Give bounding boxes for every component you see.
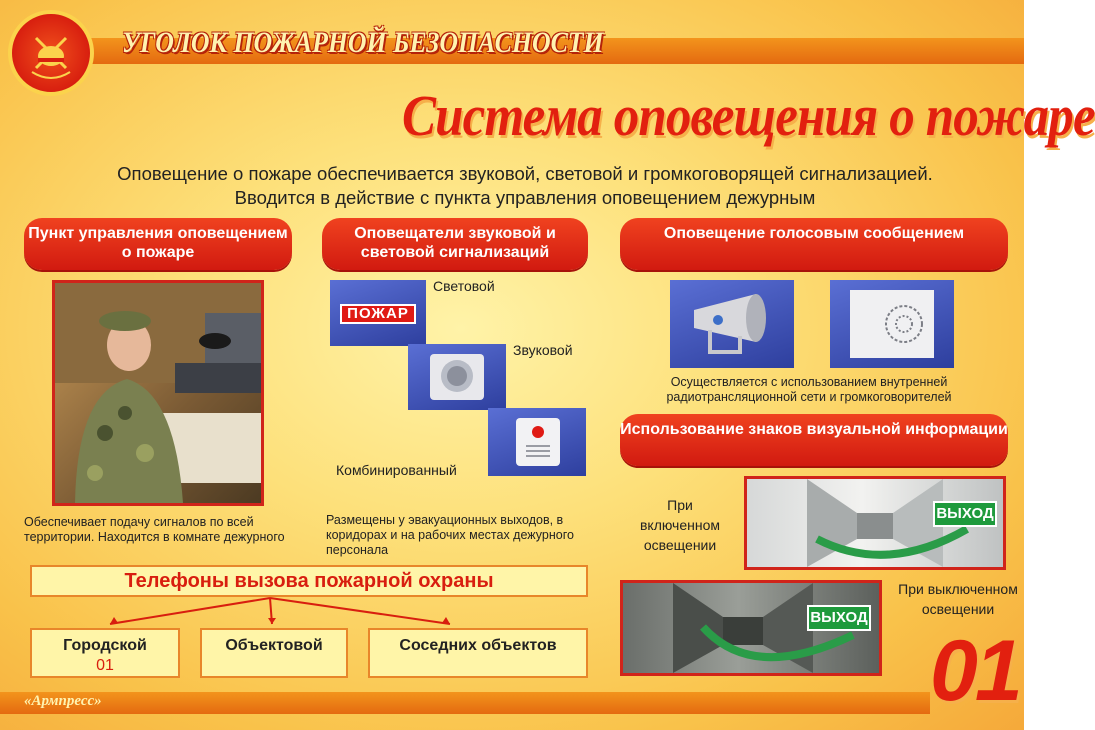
fire-service-emblem <box>8 10 94 96</box>
section-caption-control-point: Обеспечивает подачу сигналов по всей территории. Находится в комнате дежурного <box>24 515 285 544</box>
page-number: 01 <box>930 623 1020 719</box>
label-unlit: При выключенном освещении <box>898 581 1018 617</box>
horn-speaker-icon <box>670 280 794 368</box>
combined-alarm-icon <box>488 408 586 476</box>
publisher-brand: «Армпресс» <box>24 693 102 709</box>
phone-number-city: 01 <box>96 657 114 674</box>
wall-speaker-tile <box>830 280 954 368</box>
phones-title: Телефоны вызова пожарной охраны <box>30 565 588 597</box>
series-title: УГОЛОК ПОЖАРНОЙ БЕЗОПАСНОСТИ <box>122 26 604 59</box>
sound-alarm-tile <box>408 344 506 410</box>
section-heading-control-point: Пункт управления оповещением о пожаре <box>24 218 292 270</box>
wall-speaker-icon <box>830 280 954 368</box>
phone-box-facility <box>200 628 348 678</box>
section-caption-alarms: Размещены у эвакуационных выходов, в коридорах и на рабочих местах дежурного персонала <box>326 513 574 557</box>
bottom-banner <box>0 692 930 714</box>
phone-box-city <box>30 628 180 678</box>
section-heading-voice: Оповещение голосовым сообщением <box>620 218 1008 270</box>
phones-arrows <box>30 596 590 630</box>
dark-corridor-photo <box>620 580 882 676</box>
lit-corridor-photo <box>744 476 1006 570</box>
intro-text: Оповещение о пожаре обеспечивается звуковой, световой и громкоговорящей сигнализацией. Вводится в действие с пункта управления оповещением дежурным <box>117 163 933 208</box>
phone-label-facility: Объектовой <box>225 637 323 654</box>
alarm-label-light: Световой <box>433 278 495 294</box>
siren-icon <box>408 344 506 410</box>
label-lit: При включенном освещении <box>639 497 721 553</box>
exit-sign-unlit: ВЫХОД <box>807 605 871 631</box>
phone-box-neighbors <box>368 628 588 678</box>
fire-light-sign: ПОЖАР <box>340 304 416 324</box>
exit-sign-lit: ВЫХОД <box>933 501 997 527</box>
combined-alarm-tile <box>488 408 586 476</box>
phone-label-city: Городской <box>63 637 147 654</box>
section-caption-voice: Осуществляется с использованием внутренней радиотрансляционной сети и громкоговорителей <box>666 375 952 404</box>
helmet-axes-icon <box>26 28 76 78</box>
alarm-label-combined: Комбинированный <box>336 462 457 478</box>
alarm-label-sound: Звуковой <box>513 342 573 358</box>
light-alarm-tile <box>330 280 426 346</box>
duty-officer-photo <box>52 280 264 506</box>
loudspeaker-tile <box>670 280 794 368</box>
poster-title: Система оповещения о пожаре <box>402 83 1095 148</box>
section-heading-visual: Использование знаков визуальной информации <box>620 414 1008 466</box>
phone-label-neighbors: Соседних объектов <box>399 637 557 654</box>
section-heading-alarms: Оповещатели звуковой и световой сигнализаций <box>322 218 588 270</box>
duty-officer-illustration <box>55 283 261 503</box>
